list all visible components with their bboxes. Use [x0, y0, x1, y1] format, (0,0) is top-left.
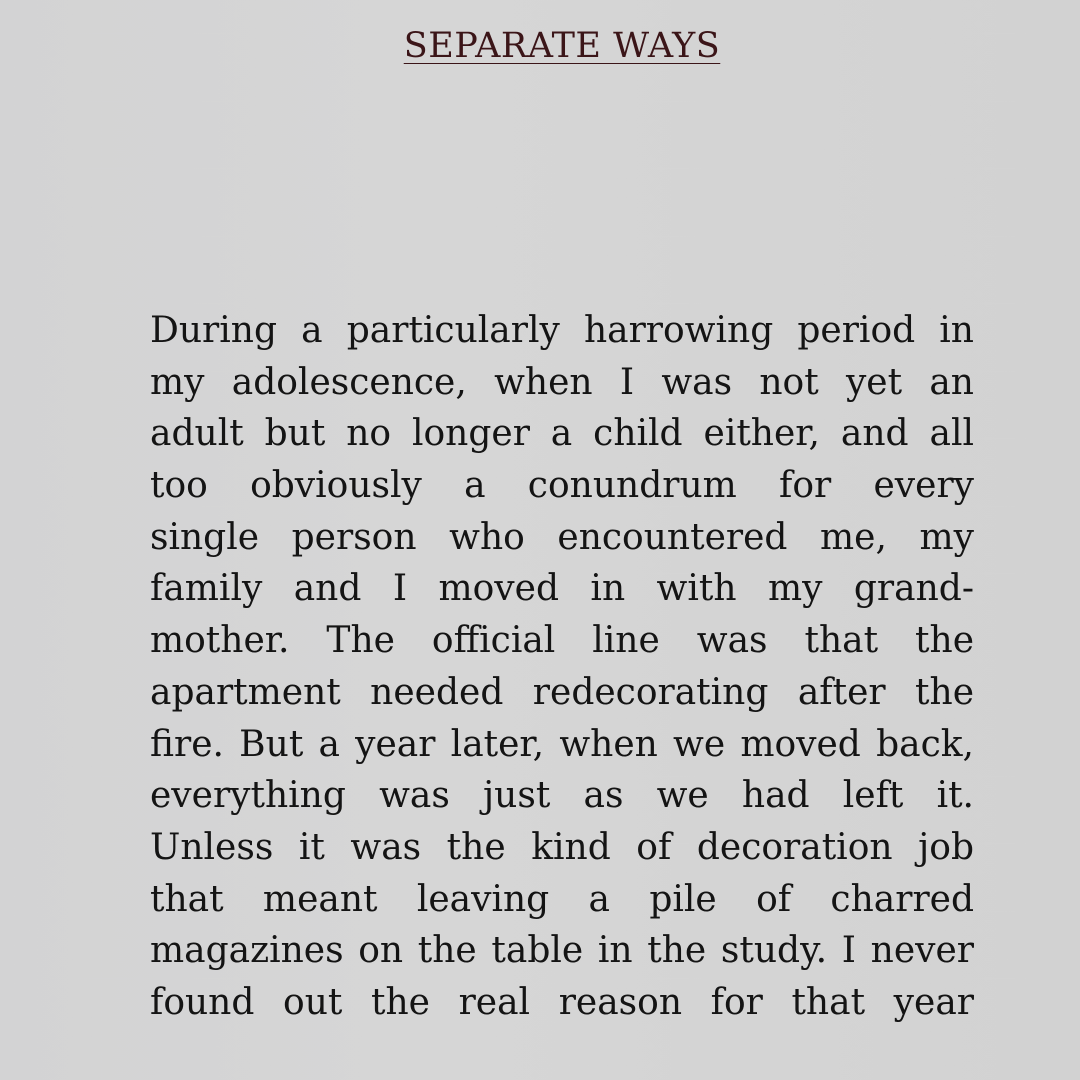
- text-line: adult but no longer a child either, and all: [150, 413, 974, 455]
- text-line: found out the real reason for that year: [150, 981, 974, 1023]
- body-paragraph: [150, 305, 974, 1029]
- text-line: that meant leaving a pile of charred: [150, 878, 974, 920]
- text-line: my adolescence, when I was not yet an: [150, 361, 974, 403]
- text-line: everything was just as we had left it.: [150, 775, 974, 817]
- text-line: fire. But a year later, when we moved back,: [150, 723, 974, 765]
- text-line: single person who encountered me, my: [150, 516, 974, 558]
- text-line: too obviously a conundrum for every: [150, 465, 974, 507]
- text-line: apartment needed redecorating after the: [150, 671, 974, 713]
- text-line: family and I moved in with my grand-: [150, 568, 974, 610]
- text-line: mother. The official line was that the: [150, 620, 974, 662]
- text-line: Unless it was the kind of decoration job: [150, 826, 974, 868]
- text-line: During a particularly harrowing period in: [150, 310, 974, 351]
- chapter-title: SEPARATE WAYS: [403, 26, 721, 66]
- text-line: magazines on the table in the study. I never: [150, 930, 974, 972]
